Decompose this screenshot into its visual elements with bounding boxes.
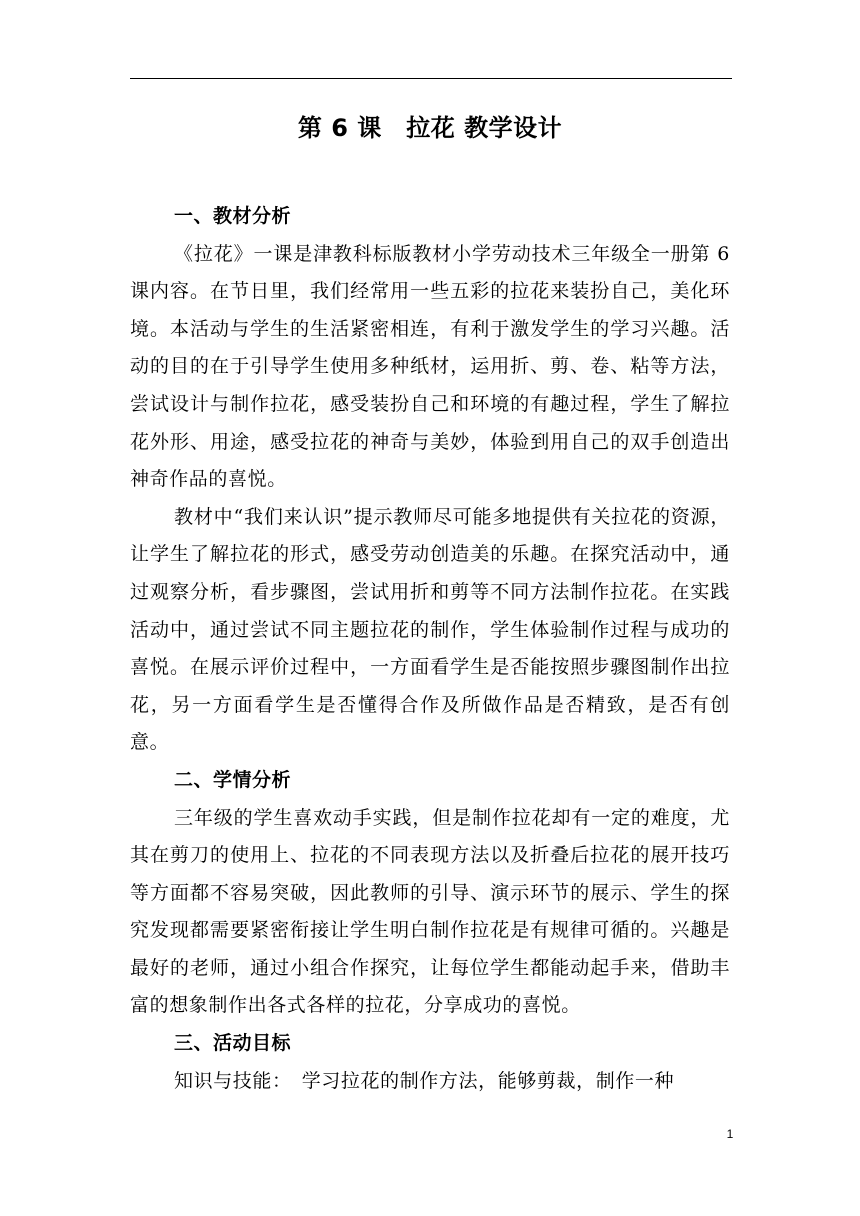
page-number: 1 [726,1127,734,1141]
paragraph: 《拉花》一课是津教科标版教材小学劳动技术三年级全一册第 6 课内容。在节日里，我们经常用一些五彩的拉花来装扮自己，美化环境。本活动与学生的生活紧密相连，有利于激发学生的学习兴趣。活动的目的在于引导学生使用多种纸材，运用折、剪、卷、粘等方法，尝试设计与制作拉花，感受装扮自己和环境的有趣过程，学生了解拉花外形、用途，感受拉花的神奇与美妙，体验到用自己的双手创造出神奇作品的喜悦。 [130,242,730,491]
paragraph: 三年级的学生喜欢动手实践，但是制作拉花却有一定的难度，尤其在剪刀的使用上、拉花的不同表现方法以及折叠后拉花的展开技巧等方面都不容易突破，因此教师的引导、演示环节的展示、学生的探究发现都需要紧密衔接让学生明白制作拉花是有规律可循的。兴趣是最好的老师，通过小组合作探究，让每位学生都能动起手来，借助丰富的想象制作出各式各样的拉花，分享成功的喜悦。 [130,806,730,1017]
section-heading: 二、学情分析 [174,768,292,791]
section-student-analysis [130,762,730,1025]
paragraph: 知识与技能： 学习拉花的制作方法，能够剪裁，制作一种 [174,1069,675,1092]
header-rule [130,78,732,79]
document-body [130,108,730,1100]
document-title: 第 6 课 拉花 教学设计 [297,114,563,142]
paragraph: 教材中“我们来认识”提示教师尽可能多地提供有关拉花的资源，让学生了解拉花的形式，感受劳动创造美的乐趣。在探究活动中，通过观察分析，看步骤图，尝试用折和剪等不同方法制作拉花。在实践活动中，通过尝试不同主题拉花的制作，学生体验制作过程与成功的喜悦。在展示评价过程中，一方面看学生是否能按照步骤图制作出拉花，另一方面看学生是否懂得合作及所做作品是否精致，是否有创意。 [130,505,730,754]
section-activity-goals [130,1025,730,1100]
section-textbook-analysis [130,198,730,762]
section-heading: 三、活动目标 [174,1032,292,1055]
section-heading: 一、教材分析 [174,205,292,227]
